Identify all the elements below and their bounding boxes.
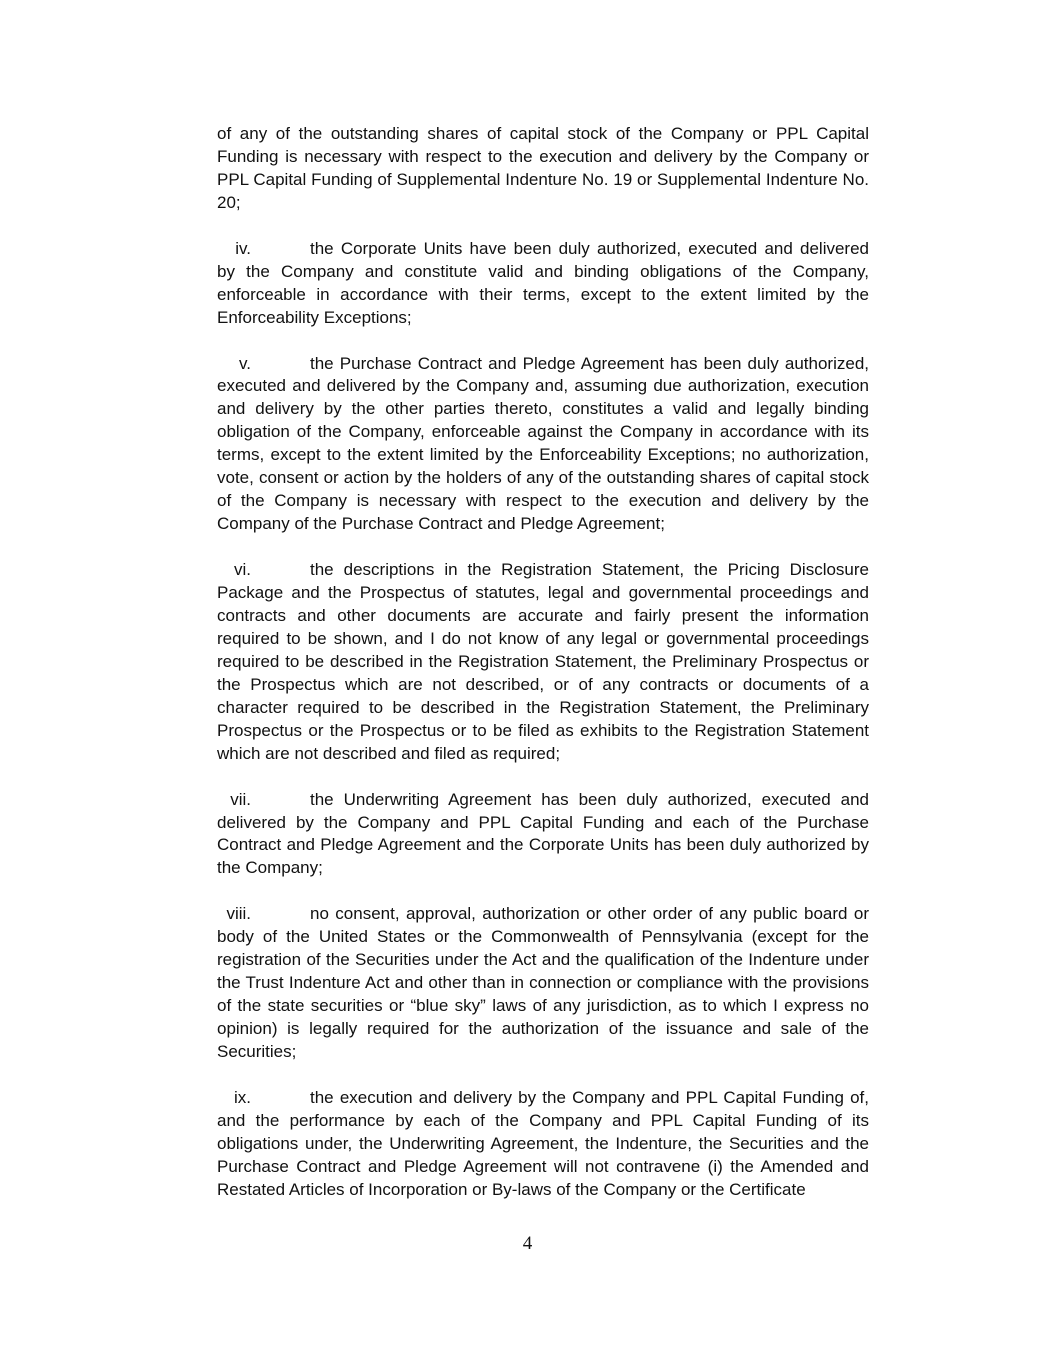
item-number: ix. (234, 1087, 251, 1107)
list-item-vii (217, 789, 869, 881)
item-text: no consent, approval, authorization or other order of any public board or body of the United States or the Commonwealth of Pennsylvania (except for the registration of the Securities under the Act and the qualification of the Indenture under the Trust Indenture Act and other than in connection or compliance with the provisions of the state securities or “blue sky” laws of any jurisdiction, as to which I express no opinion) is legally required for the authorization of the issuance and sale of the Securities; (217, 904, 869, 1062)
page-number: 4 (522, 1233, 533, 1254)
continuation-paragraph: of any of the outstanding shares of capital stock of the Company or PPL Capital Funding is necessary with respect to the execution and delivery by the Company or PPL Capital Funding of Supplemental Indenture No. 19 or Supplemental Indenture No. 20; (217, 124, 869, 212)
list-item-viii (217, 903, 869, 1064)
item-text: the Underwriting Agreement has been duly authorized, executed and delivered by the Company and PPL Capital Funding and each of the Purchase Contract and Pledge Agreement and the Corporate Units has been duly authorized by the Company; (217, 789, 869, 878)
item-text: the Corporate Units have been duly authorized, executed and delivered by the Company and constitute valid and binding obligations of the Company, enforceable in accordance with their terms, except to the extent limited by the Enforceability Exceptions; (217, 238, 869, 327)
item-number: viii. (226, 904, 251, 924)
list-item-vi (217, 559, 869, 766)
item-number: vi. (234, 560, 251, 580)
item-text: the execution and delivery by the Company and PPL Capital Funding of, and the performance by each of the Company and PPL Capital Funding of its obligations under, the Underwriting Agreement, the Indenture, the Securities and the Purchase Contract and Pledge Agreement will not contravene (i) the Amended and Restated Articles of Incorporation or By-laws of the Company or the Certificate (217, 1087, 869, 1199)
document-body (217, 123, 869, 1225)
item-text: the Purchase Contract and Pledge Agreement has been duly authorized, executed and delivered by the Company and, assuming due authorization, execution and delivery by the other parties thereto, constitutes a valid and legally binding obligation of the Company, enforceable against the Company in accordance with its terms, except to the extent limited by the Enforceability Exceptions; no authorization, vote, consent or action by the holders of any of the outstanding shares of capital stock of the Company is necessary with respect to the execution and delivery by the Company of the Purchase Contract and Pledge Agreement; (217, 353, 869, 534)
item-text: the descriptions in the Registration Statement, the Pricing Disclosure Package and the Prospectus of statutes, legal and governmental proceedings and contracts and other documents are accurate and fairly present the information required to be shown, and I do not know of any legal or governmental proceedings required to be described in the Registration Statement, the Preliminary Prospectus or the Prospectus which are not described, or of any contracts or documents of a character required to be described in the Registration Statement, the Preliminary Prospectus or the Prospectus or to be filed as exhibits to the Registration Statement which are not described and filed as required; (217, 560, 869, 763)
list-item-v (217, 353, 869, 537)
item-number: v. (239, 353, 251, 373)
item-number: vii. (230, 789, 251, 809)
item-number: iv. (235, 238, 251, 258)
list-item-iv (217, 238, 869, 330)
list-item-ix (217, 1087, 869, 1202)
